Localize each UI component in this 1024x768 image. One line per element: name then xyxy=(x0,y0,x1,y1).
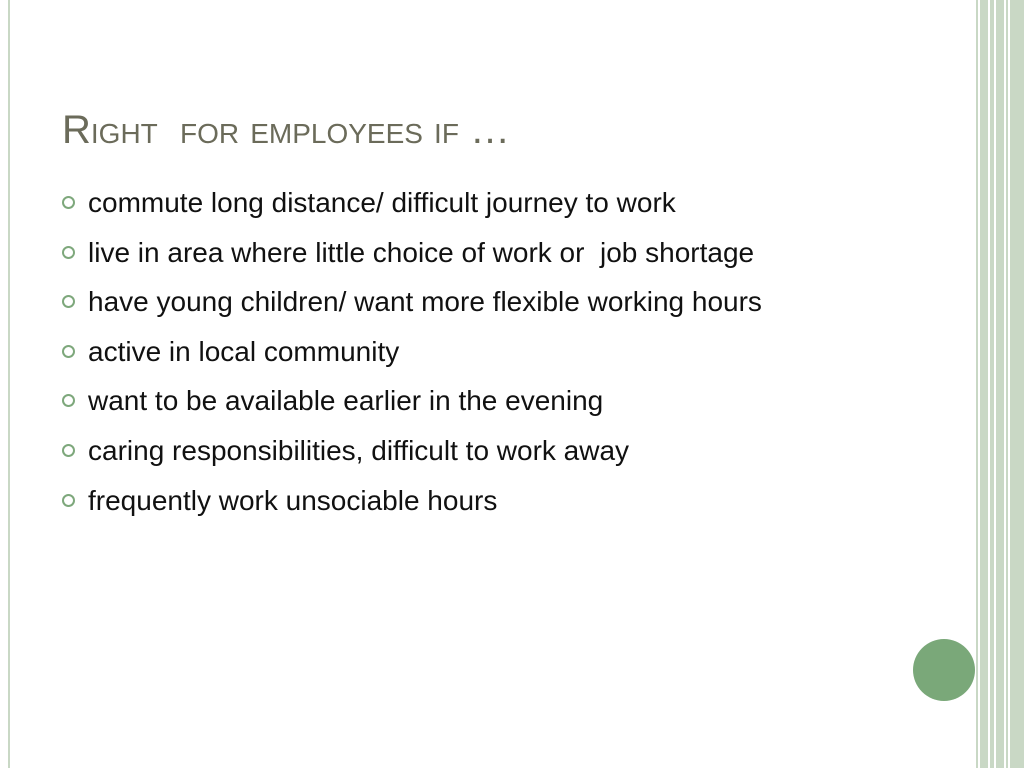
bullet-text: have young children/ want more flexible working hours xyxy=(88,286,762,318)
bullet-text: want to be available earlier in the evening xyxy=(88,385,604,417)
bullet-circle-icon xyxy=(62,196,75,209)
bullet-text: active in local community xyxy=(88,335,400,367)
bullet-circle-icon xyxy=(62,345,75,358)
list-item xyxy=(62,384,762,434)
bullet-circle-icon xyxy=(62,246,75,259)
right-decorative-stripe xyxy=(976,0,978,768)
bullet-text: live in area where little choice of work or job shortage xyxy=(88,236,755,268)
bullet-text: commute long distance/ difficult journey to work xyxy=(88,187,676,218)
right-decorative-stripe xyxy=(996,0,1004,768)
right-decorative-stripe xyxy=(990,0,994,768)
slide-title: Right for employees if … xyxy=(62,108,511,152)
list-item xyxy=(62,434,762,484)
list-item xyxy=(62,285,762,335)
right-decorative-stripe xyxy=(980,0,988,768)
bullet-text: frequently work unsociable hours xyxy=(88,484,498,516)
right-decorative-stripe xyxy=(1006,0,1008,768)
bullet-circle-icon xyxy=(62,494,75,507)
bullet-circle-icon xyxy=(62,295,75,308)
right-decorative-stripe xyxy=(1010,0,1024,768)
list-item xyxy=(62,484,762,534)
bullet-text: caring responsibilities, difficult to work away xyxy=(88,434,630,466)
list-item xyxy=(62,335,762,385)
list-item xyxy=(62,186,762,236)
bullet-list xyxy=(62,186,762,533)
list-item xyxy=(62,236,762,286)
bullet-circle-icon xyxy=(62,444,75,457)
bullet-circle-icon xyxy=(62,394,75,407)
decorative-circle-icon xyxy=(913,639,975,701)
left-decorative-rule xyxy=(8,0,10,768)
